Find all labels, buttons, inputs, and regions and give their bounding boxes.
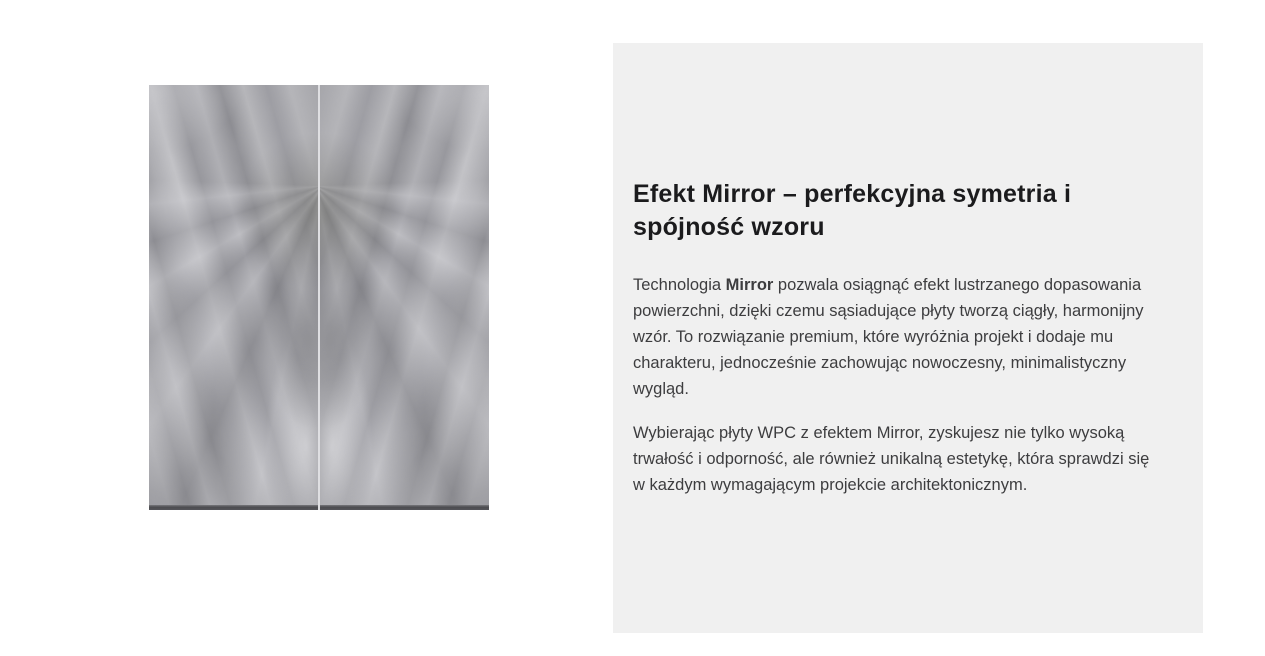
paragraph-technology-prefix: Technologia xyxy=(633,276,726,294)
product-image-mirror-slabs xyxy=(149,85,489,510)
section-heading: Efekt Mirror – perfekcyjna symetria i spójność wzoru xyxy=(633,180,1072,241)
paragraph-benefits: Wybierając płyty WPC z efektem Mirror, zyskujesz nie tylko wysoką trwałość i odporność, ale również unikalną estetykę, która sprawdzi się w każdym wymagającym projekcie architektonicznym. xyxy=(633,424,1150,494)
brand-name-bold: Mirror xyxy=(725,276,774,294)
paragraph-technology xyxy=(633,272,1163,402)
marble-texture-noise xyxy=(320,85,489,505)
marble-slab-edge xyxy=(320,505,489,510)
content-panel xyxy=(613,43,1203,633)
marble-slab-right xyxy=(320,85,489,510)
marble-slab-left xyxy=(149,85,318,510)
paragraph-technology-rest: pozwala osiągnąć efekt lustrzanego dopasowania powierzchni, dzięki czemu sąsiadujące płyty tworzą ciągły, harmonijny wzór. To rozwiązanie premium, które wyróżnia projekt i dodaje mu charakteru, jednocześnie zachowując nowoczesny, minimalistyczny wygląd. xyxy=(633,276,1144,398)
marble-texture-noise xyxy=(149,85,318,505)
marble-slab-edge xyxy=(149,505,318,510)
